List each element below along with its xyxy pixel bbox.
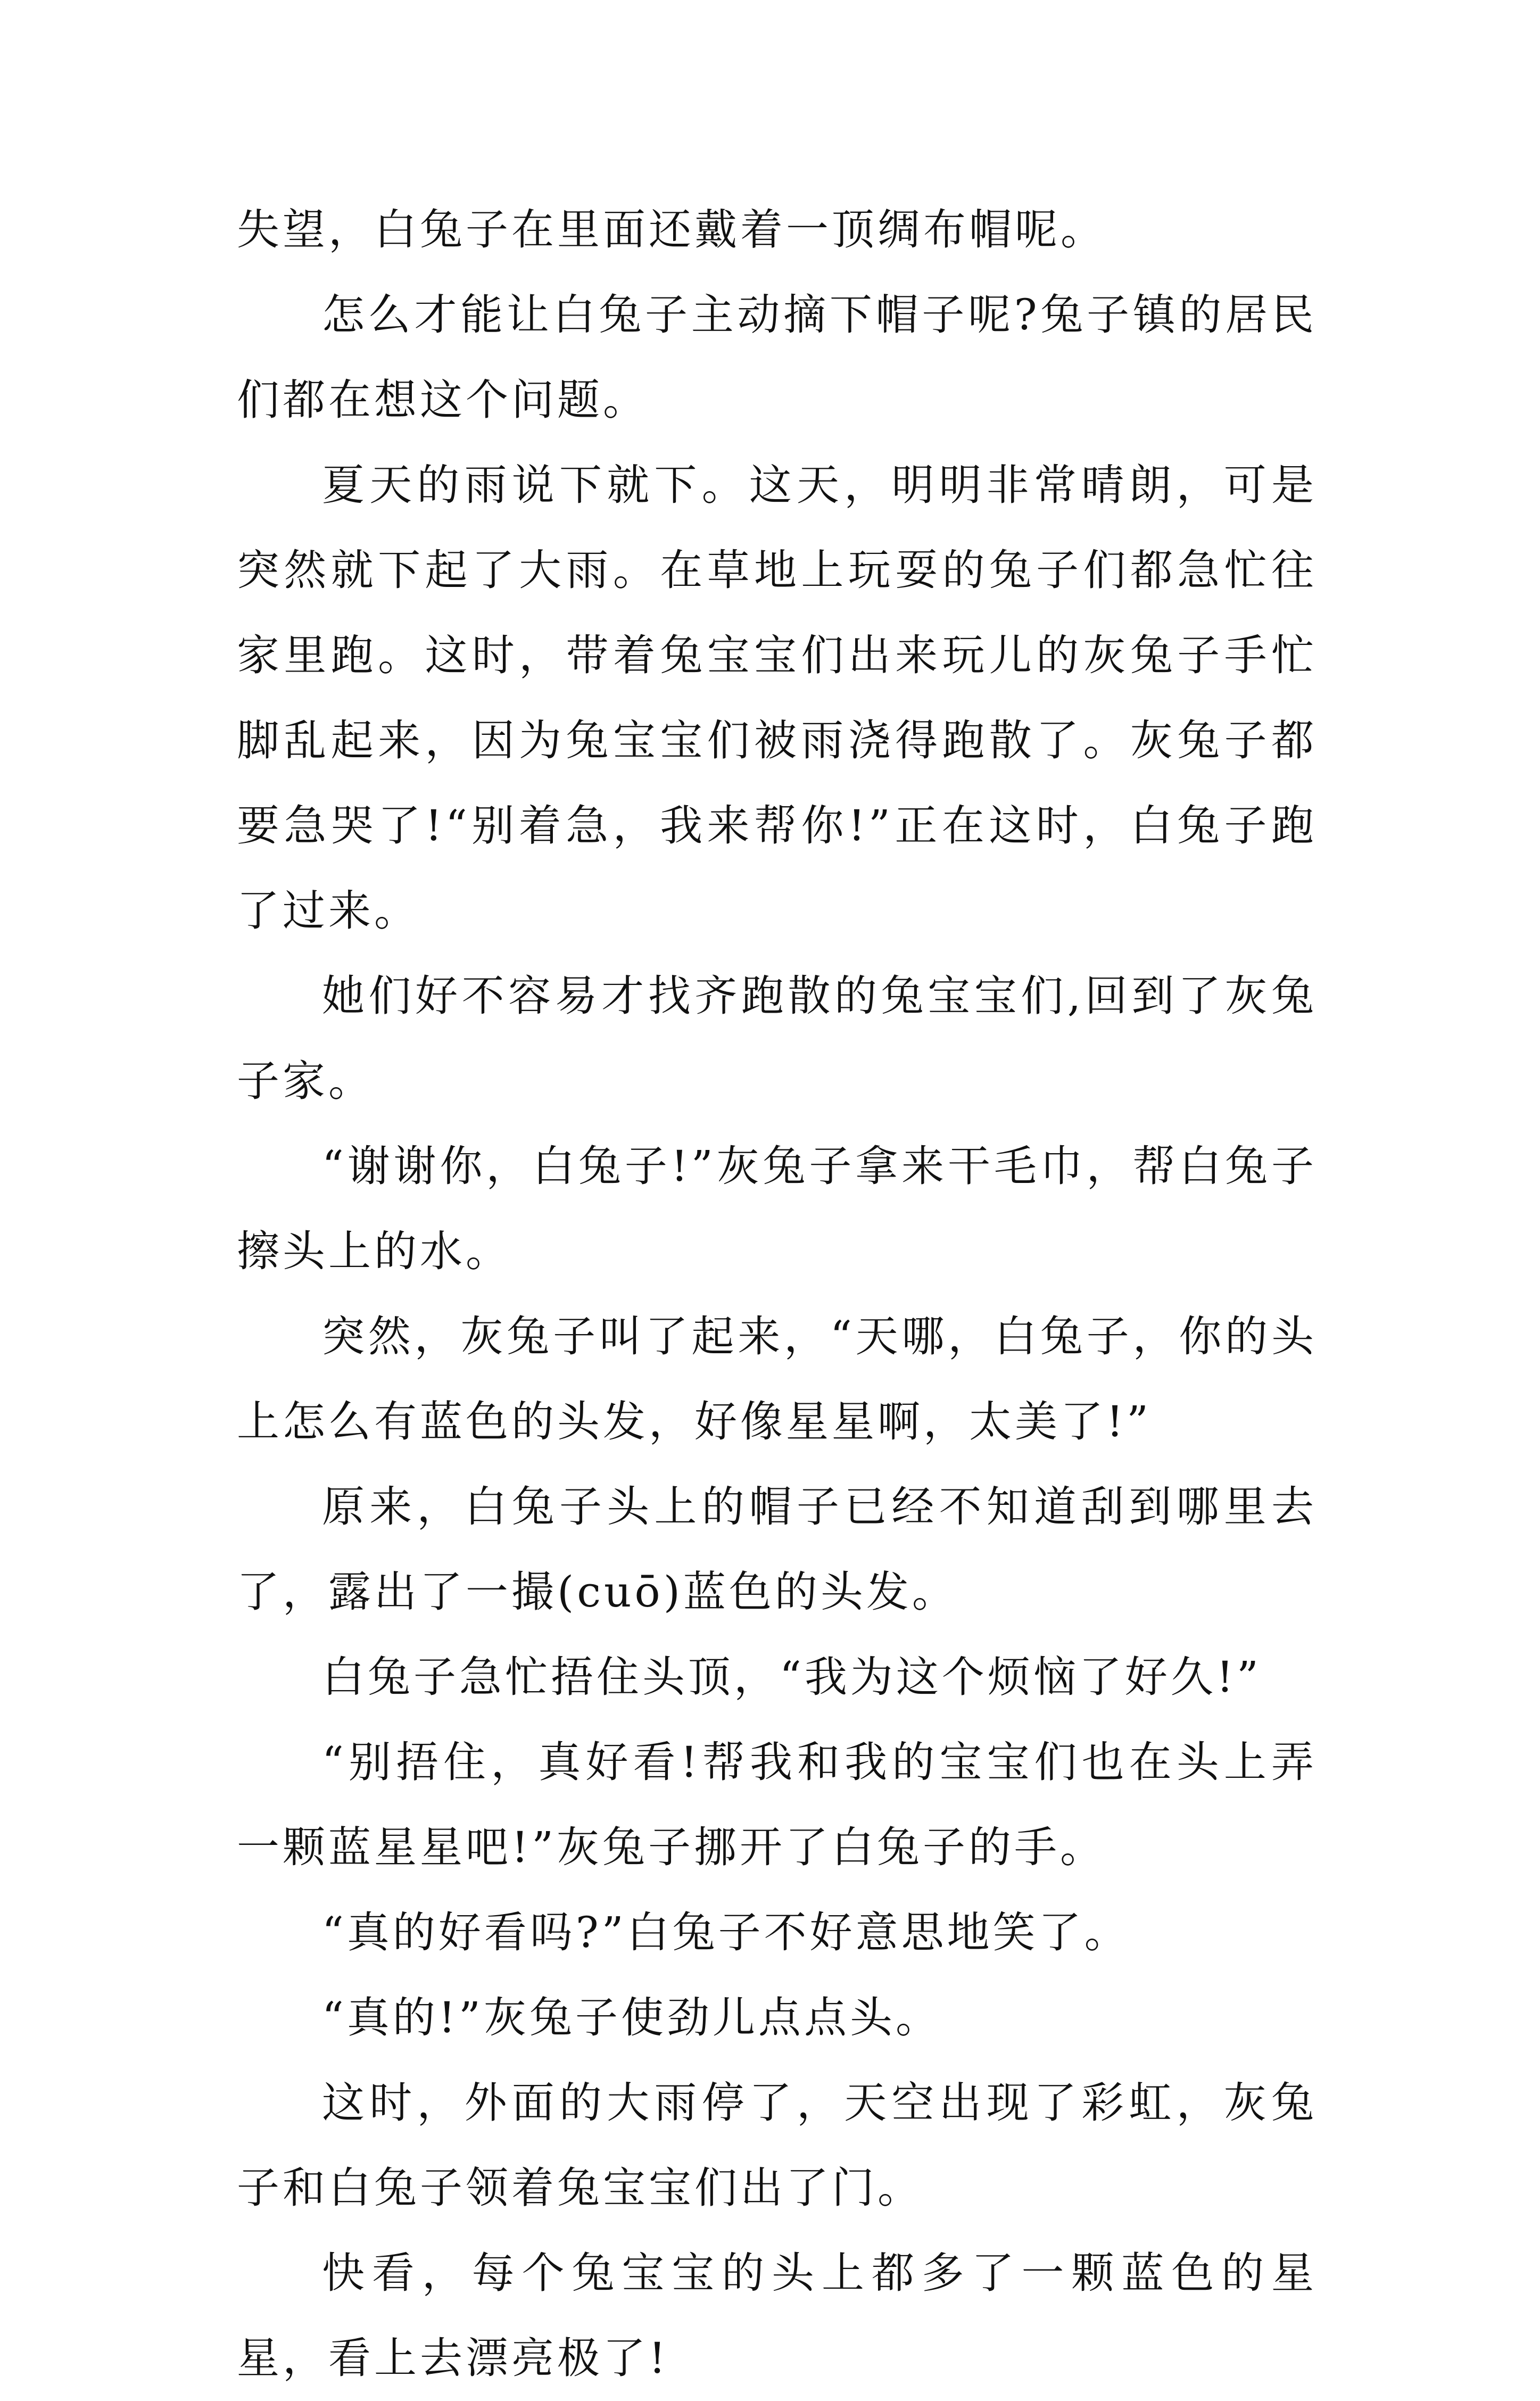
- paragraph-2: 怎么才能让白兔子主动摘下帽子呢?兔子镇的居民们都在想这个问题。: [237, 290, 1317, 425]
- paragraph-5: “谢谢你，白兔子!”灰兔子拿来干毛巾，帮白兔子擦头上的水。: [237, 1141, 1317, 1276]
- paragraph-3: 夏天的雨说下就下。这天，明明非常晴朗，可是突然就下起了大雨。在草地上玩耍的兔子们都急忙往家里跑。这时，带着兔宝宝们出来玩儿的灰兔子手忙脚乱起来，因为兔宝宝们被雨浇得跑散了。灰兔子都要急哭了!“别着急，我来帮你!”正在这时，白兔子跑了过来。: [237, 460, 1317, 935]
- paragraph-11: “真的!”灰兔子使劲儿点点头。: [322, 1993, 941, 2042]
- paragraph-9: “别捂住，真好看!帮我和我的宝宝们也在头上弄一颗蓝星星吧!”灰兔子挪开了白兔子的手。: [237, 1737, 1317, 1872]
- paragraph-4: 她们好不容易才找齐跑散的兔宝宝们,回到了灰兔子家。: [237, 971, 1317, 1106]
- paragraph-10: “真的好看吗?”白兔子不好意思地笑了。: [322, 1908, 1130, 1957]
- paragraph-8: 白兔子急忙捂住头顶，“我为这个烦恼了好久!”: [322, 1652, 1262, 1702]
- paragraph-6: 突然，灰兔子叫了起来，“天哪，白兔子，你的头上怎么有蓝色的头发，好像星星啊，太美了!”: [237, 1312, 1317, 1446]
- paragraph-1: 失望，白兔子在里面还戴着一顶绸布帽呢。: [237, 205, 1106, 254]
- paragraph-7: 原来，白兔子头上的帽子已经不知道刮到哪里去了，露出了一撮(cuō)蓝色的头发。: [237, 1482, 1317, 1617]
- paragraph-12: 这时，外面的大雨停了，天空出现了彩虹，灰兔子和白兔子领着兔宝宝们出了门。: [237, 2078, 1317, 2213]
- paragraph-13: 快看，每个兔宝宝的头上都多了一颗蓝色的星星，看上去漂亮极了!: [237, 2248, 1317, 2383]
- story-text: [237, 187, 1317, 2401]
